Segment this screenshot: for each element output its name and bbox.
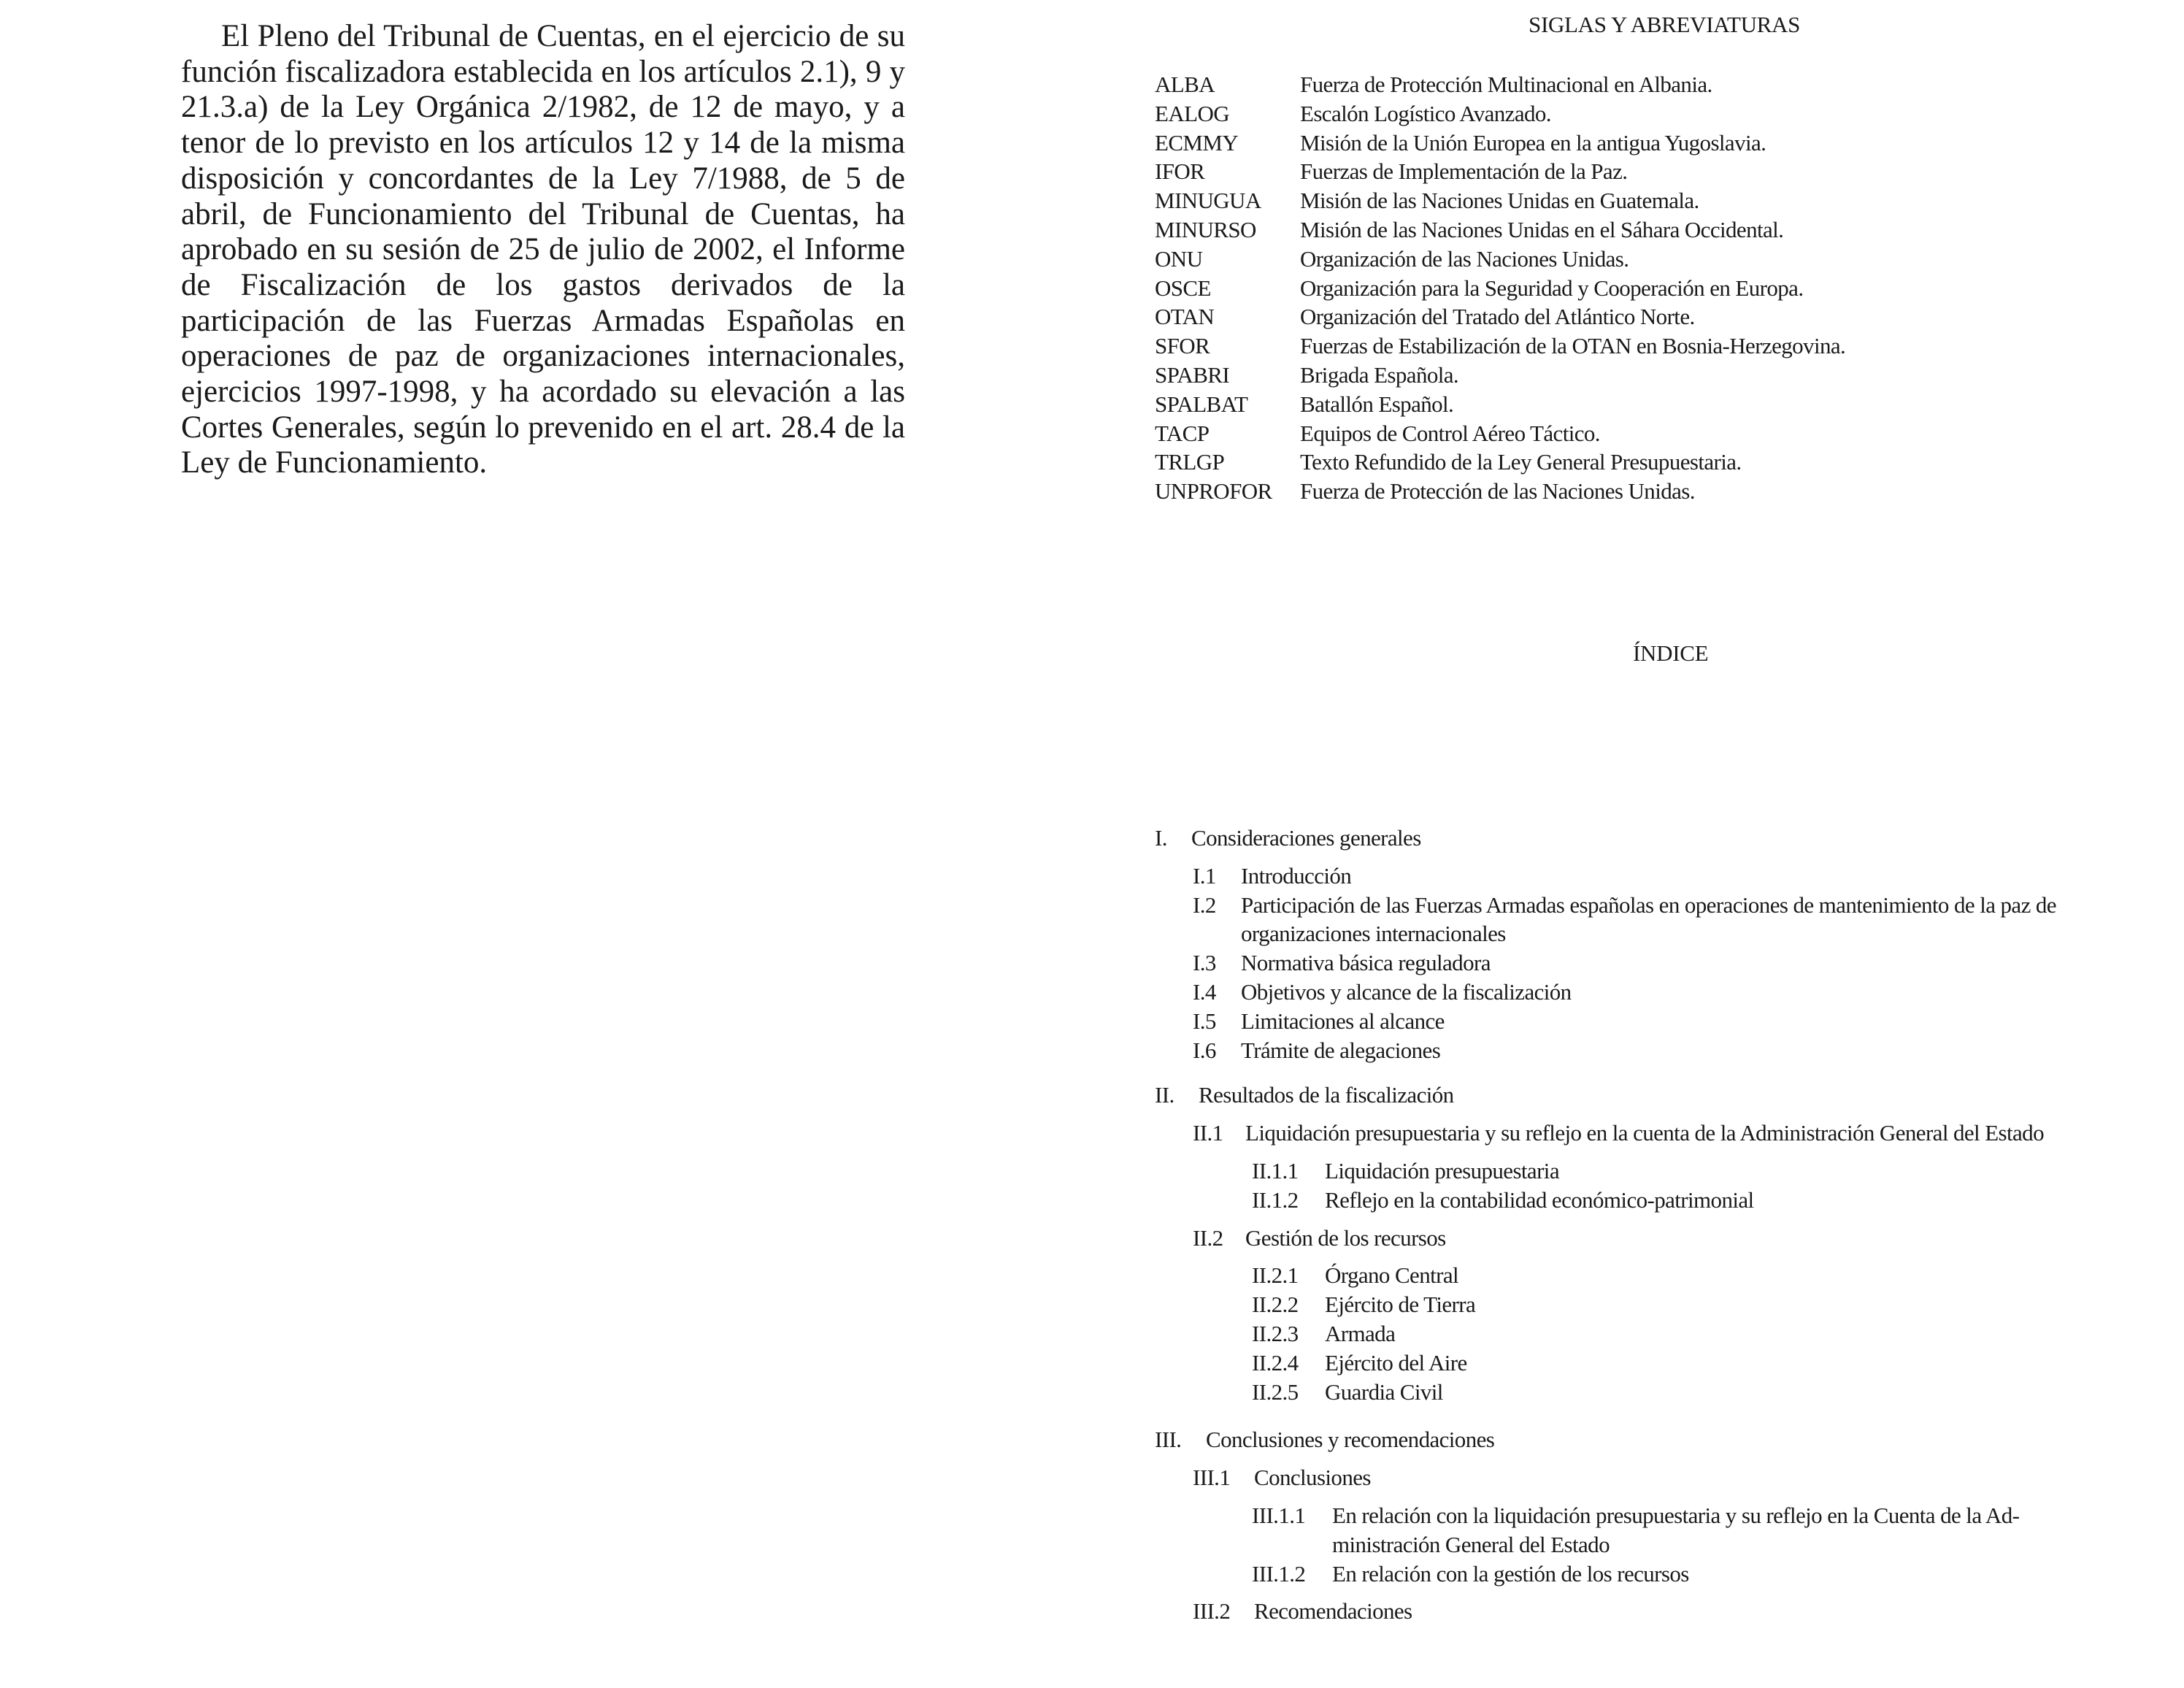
toc-subsection — [1193, 891, 2075, 949]
toc-section — [1155, 1425, 2075, 1454]
toc-number: II.2.5 — [1252, 1378, 1299, 1405]
toc-subsection — [1193, 978, 2075, 1007]
toc-number: I.1 — [1193, 862, 1216, 889]
abbreviation-meaning: Texto Refundido de la Ley General Presupuestaria. — [1300, 449, 1742, 475]
abbreviation-meaning: Fuerza de Protección de las Naciones Unidas. — [1300, 478, 1695, 505]
toc-number: III.1 — [1193, 1465, 1231, 1491]
toc-subsection — [1193, 948, 2075, 978]
toc-title: Conclusiones — [1254, 1465, 1371, 1491]
toc-title: Objetivos y alcance de la fiscalización — [1241, 978, 1572, 1005]
toc-title: Liquidación presupuestaria y su reflejo en la cuenta de la Administración General del Estado — [1245, 1120, 2044, 1146]
index-heading: ÍNDICE — [1633, 640, 1709, 666]
abbreviation-code: SPALBAT — [1155, 391, 1248, 417]
toc-title: Trámite de alegaciones — [1241, 1037, 1441, 1063]
toc-number: I.3 — [1193, 950, 1216, 976]
abbreviation-row — [1155, 448, 2104, 477]
abbreviation-code: ALBA — [1155, 72, 1215, 97]
toc-subsubsection — [1252, 1261, 2075, 1290]
abbreviations-list — [1155, 70, 2104, 506]
abbreviation-code: ONU — [1155, 245, 1203, 272]
abbreviation-code: SFOR — [1155, 333, 1210, 359]
abbreviation-row — [1155, 215, 2104, 245]
toc-title: En relación con la liquidación presupuestaria y su reflejo en la Cuenta de la Administración General del Estado — [1332, 1502, 2020, 1557]
abbreviation-meaning: Brigada Española. — [1300, 361, 1459, 388]
abbreviation-meaning: Misión de las Naciones Unidas en Guatemala. — [1300, 188, 1699, 214]
abbreviation-row — [1155, 331, 2104, 361]
abbreviation-code: TRLGP — [1155, 449, 1225, 475]
toc-number: II.1 — [1193, 1120, 1223, 1146]
toc-title: Recomendaciones — [1254, 1598, 1412, 1624]
abbreviation-code: SPABRI — [1155, 361, 1230, 388]
toc-subsubsection — [1252, 1319, 2075, 1349]
toc-subsubsection — [1252, 1378, 2075, 1407]
toc-subsection — [1193, 862, 2075, 891]
toc-number: II.2.2 — [1252, 1292, 1299, 1318]
toc-title: Normativa básica reguladora — [1241, 950, 1491, 976]
abbreviation-row — [1155, 245, 2104, 274]
toc-subsubsection — [1252, 1349, 2075, 1378]
abbreviation-meaning: Organización de las Naciones Unidas. — [1300, 245, 1629, 272]
abbreviation-code: OSCE — [1155, 275, 1211, 301]
abbreviation-code: TACP — [1155, 420, 1210, 446]
abbreviation-meaning: Organización del Tratado del Atlántico Norte. — [1300, 304, 1695, 330]
abbreviation-row — [1155, 477, 2104, 506]
toc-title: Ejército de Tierra — [1325, 1292, 1476, 1318]
toc-number: II.2.3 — [1252, 1320, 1299, 1346]
toc-subsection — [1193, 1119, 2075, 1148]
toc-title: Introducción — [1241, 862, 1352, 889]
abbreviation-meaning: Fuerzas de Estabilización de la OTAN en Bosnia-Herzegovina. — [1300, 333, 1846, 359]
toc-title: Conclusiones y recomendaciones — [1206, 1427, 1495, 1453]
toc-number: II.2 — [1193, 1224, 1223, 1251]
abbreviation-code: ECMMY — [1155, 129, 1239, 156]
toc-number: II.1.2 — [1252, 1186, 1299, 1213]
abbreviation-row — [1155, 274, 2104, 303]
toc-number: I.5 — [1193, 1008, 1216, 1034]
abbreviation-meaning: Batallón Español. — [1300, 391, 1454, 417]
abbreviation-row — [1155, 419, 2104, 448]
abbreviation-meaning: Equipos de Control Aéreo Táctico. — [1300, 420, 1600, 446]
abbreviation-row — [1155, 99, 2104, 128]
toc-title: Limitaciones al alcance — [1241, 1008, 1445, 1034]
abbreviation-code: UNPROFOR — [1155, 478, 1272, 505]
toc-title: Órgano Central — [1325, 1262, 1459, 1289]
abbreviation-code: MINURSO — [1155, 216, 1256, 242]
abbreviation-row — [1155, 302, 2104, 331]
toc-section — [1155, 1081, 2075, 1110]
abbreviation-meaning: Escalón Logístico Avanzado. — [1300, 100, 1551, 126]
toc-title: Reflejo en la contabilidad económico-patrimonial — [1325, 1186, 1754, 1213]
toc-title: Armada — [1325, 1320, 1396, 1346]
toc-number: III.1.1 — [1252, 1502, 1306, 1528]
toc-number: I. — [1155, 825, 1167, 851]
abbreviation-meaning: Misión de las Naciones Unidas en el Sáhara Occidental. — [1300, 216, 1784, 242]
toc-title: Guardia Civil — [1325, 1378, 1443, 1405]
toc-section — [1155, 824, 2075, 853]
toc-title: Participación de las Fuerzas Armadas españolas en operaciones de mantenimiento de la paz de organizaciones internacionales — [1241, 891, 2056, 947]
abbreviation-row — [1155, 157, 2104, 186]
toc-number: III.1.2 — [1252, 1560, 1306, 1587]
toc-subsection — [1193, 1597, 2075, 1626]
toc-title: Consideraciones generales — [1191, 825, 1421, 851]
toc-subsection — [1193, 1224, 2075, 1253]
toc-number: II. — [1155, 1082, 1174, 1108]
toc-subsubsection — [1252, 1156, 2075, 1186]
abbreviation-row — [1155, 361, 2104, 390]
toc-number: II.2.1 — [1252, 1262, 1299, 1289]
toc-title: Liquidación presupuestaria — [1325, 1157, 1559, 1183]
table-of-contents — [1155, 824, 2075, 1626]
toc-title: Resultados de la fiscalización — [1199, 1082, 1454, 1108]
toc-number: III.2 — [1193, 1598, 1231, 1624]
abbreviation-row — [1155, 186, 2104, 215]
toc-subsection — [1193, 1007, 2075, 1036]
abbreviation-row — [1155, 390, 2104, 419]
toc-subsubsection — [1252, 1186, 2075, 1215]
toc-title: Ejército del Aire — [1325, 1349, 1467, 1376]
intro-paragraph: El Pleno del Tribunal de Cuentas, en el ejercicio de su función fiscalizadora establecida en los artículos 2.1), 9 y 21.3.a) de la Ley Orgánica 2/1982, de 12 de mayo, y a tenor de lo previsto en los artículos 12 y 14 de la misma disposición y concordantes de la Ley 7/1988, de 5 de abril, de Funcionamiento del Tribunal de Cuentas, ha aprobado en su sesión de 25 de julio de 2002, el Informe de Fiscalización de los gastos derivados de la participación de las Fuerzas Armadas Españolas en operaciones de paz de organizaciones internacionales, ejercicios 1997-1998, y ha acordado su elevación a las Cortes Generales, según lo prevenido en el art. 28.4 de la Ley de Funcionamiento. — [181, 19, 905, 480]
toc-subsection — [1193, 1463, 2075, 1492]
toc-title: En relación con la gestión de los recursos — [1332, 1560, 1689, 1587]
abbreviation-code: MINUGUA — [1155, 188, 1261, 214]
toc-subsubsection — [1252, 1501, 2075, 1560]
abbreviation-row — [1155, 70, 2104, 99]
toc-number: I.6 — [1193, 1037, 1216, 1063]
toc-subsubsection — [1252, 1560, 2075, 1589]
abbreviation-code: OTAN — [1155, 304, 1215, 330]
toc-number: I.4 — [1193, 978, 1216, 1005]
abbreviations-heading: SIGLAS Y ABREVIATURAS — [1529, 12, 1801, 37]
toc-subsection — [1193, 1036, 2075, 1065]
abbreviation-meaning: Misión de la Unión Europea en la antigua Yugoslavia. — [1300, 129, 1766, 156]
abbreviation-code: IFOR — [1155, 158, 1205, 185]
abbreviation-meaning: Organización para la Seguridad y Cooperación en Europa. — [1300, 275, 1804, 301]
toc-number: II.2.4 — [1252, 1349, 1299, 1376]
abbreviation-meaning: Fuerza de Protección Multinacional en Albania. — [1300, 72, 1712, 97]
toc-subsubsection — [1252, 1290, 2075, 1319]
toc-number: I.2 — [1193, 891, 1216, 918]
abbreviation-row — [1155, 128, 2104, 158]
abbreviation-code: EALOG — [1155, 100, 1230, 126]
toc-number: II.1.1 — [1252, 1157, 1299, 1183]
abbreviation-meaning: Fuerzas de Implementación de la Paz. — [1300, 158, 1628, 185]
toc-number: III. — [1155, 1427, 1182, 1453]
toc-title: Gestión de los recursos — [1245, 1224, 1446, 1251]
